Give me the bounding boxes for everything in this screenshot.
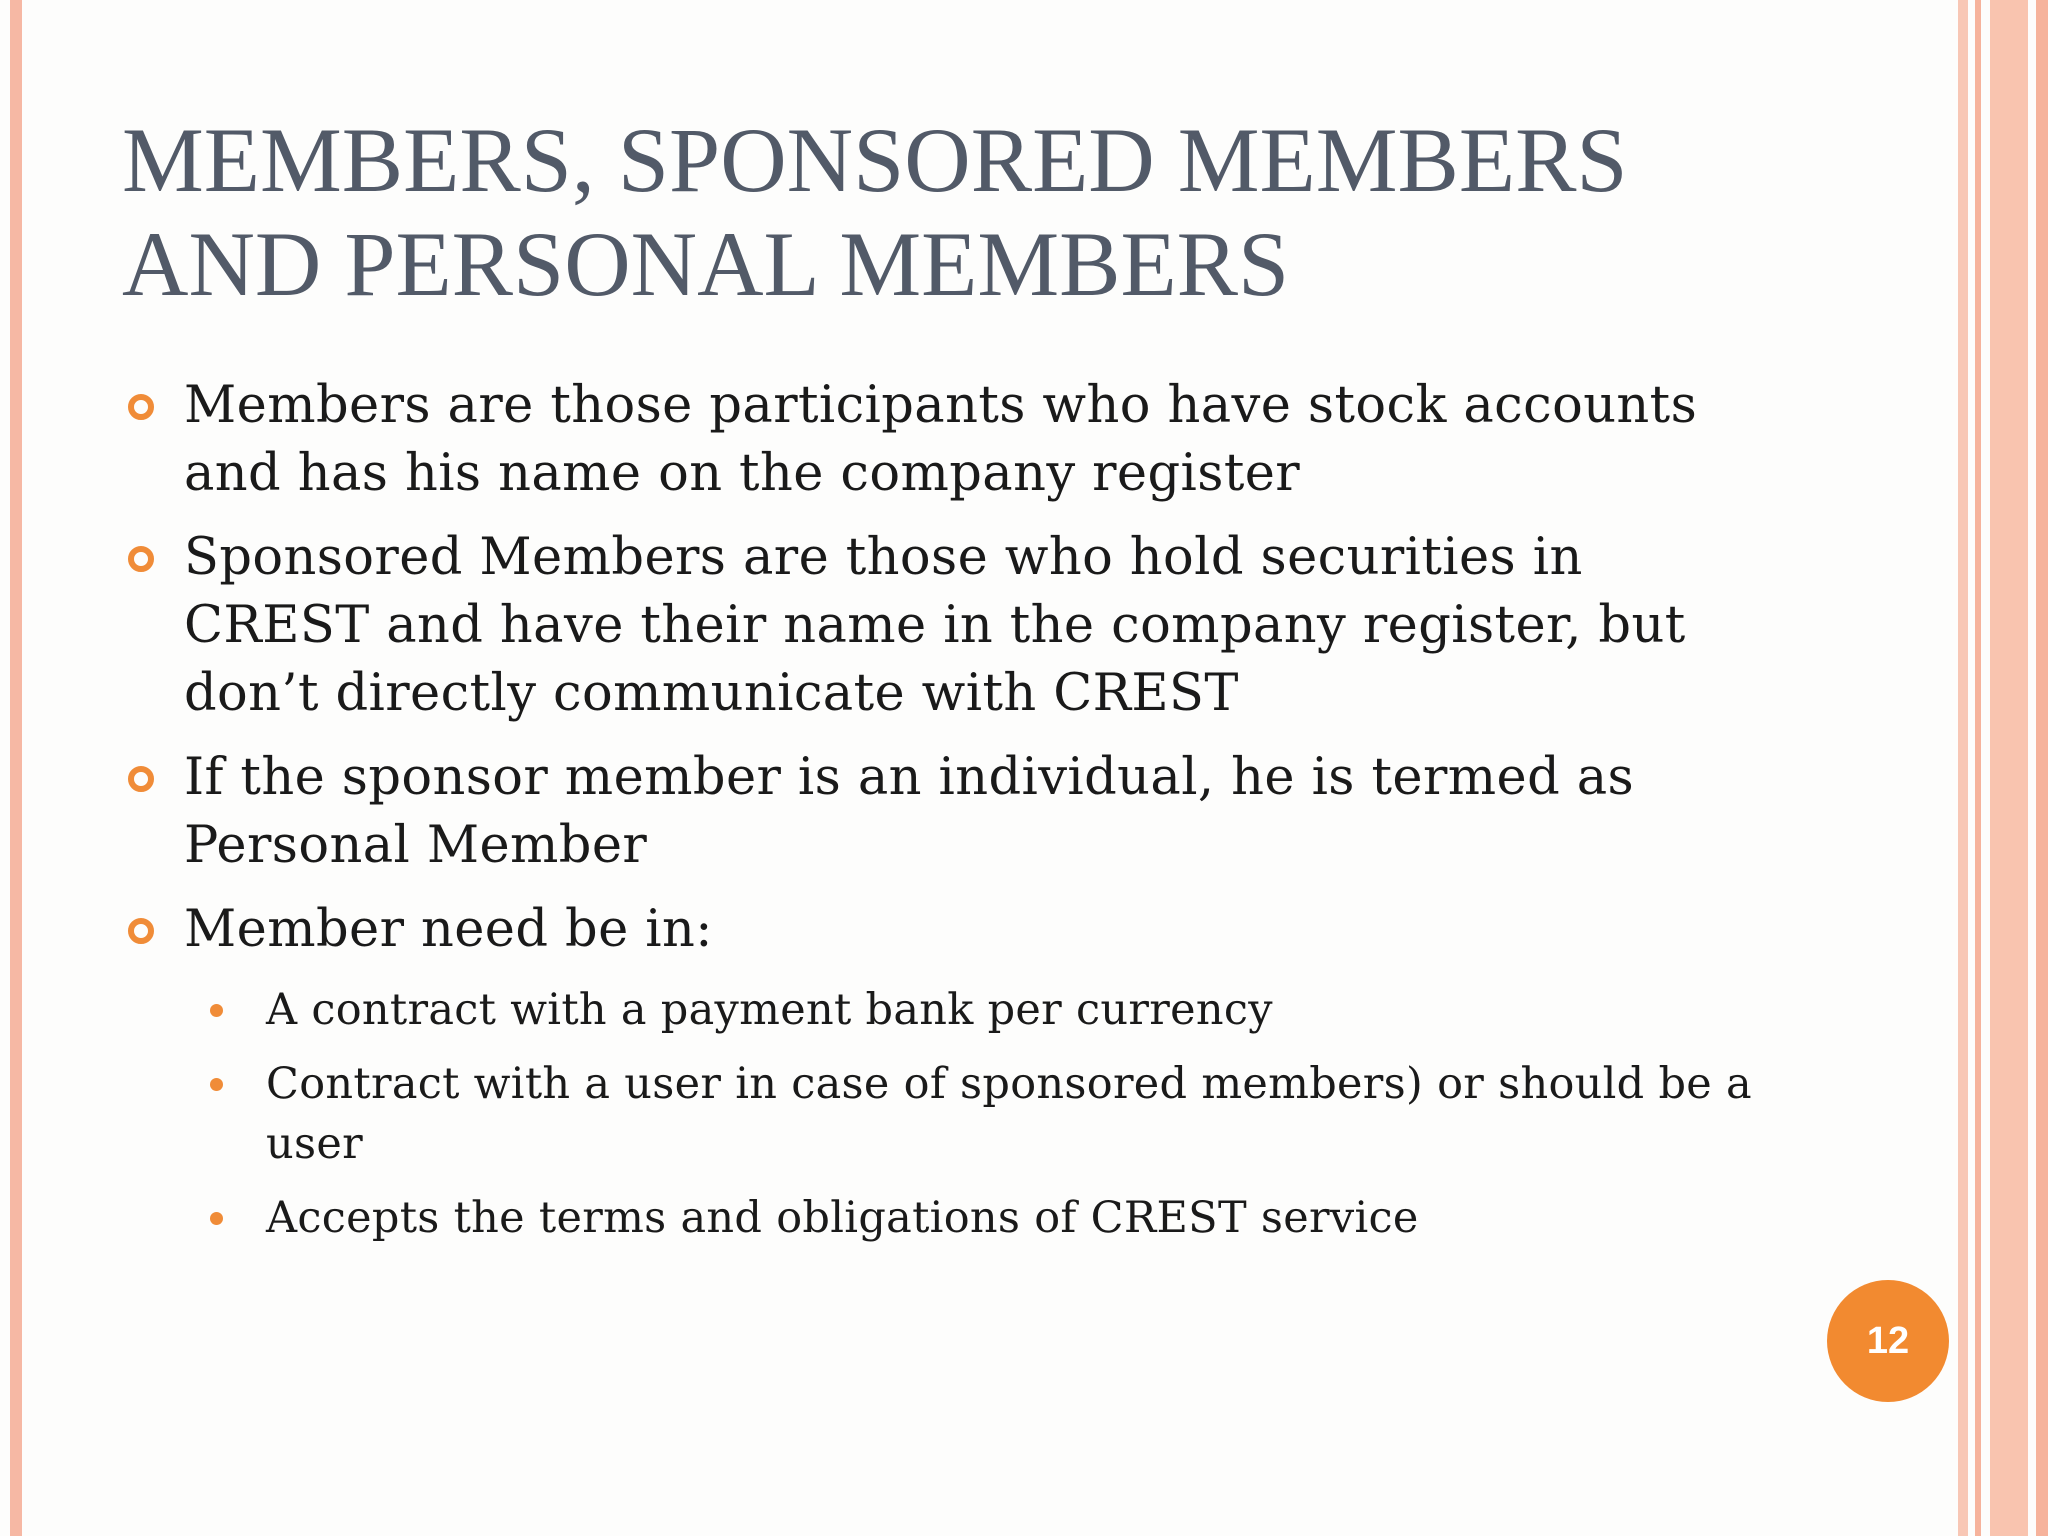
bullet-item (122, 524, 1762, 728)
left-border-stripe (10, 0, 22, 1536)
slide-title (122, 108, 1882, 316)
dot-bullet-icon (210, 1004, 223, 1017)
bullet-item (122, 372, 1762, 508)
page-number-badge: 12 (1827, 1280, 1949, 1402)
sub-bullet-text: A contract with a payment bank per currency (266, 985, 1273, 1035)
bullet-item (122, 896, 1762, 964)
ring-bullet-icon (128, 918, 154, 944)
ring-bullet-icon (128, 394, 154, 420)
sub-bullet-item (122, 1188, 1762, 1248)
slide-content (122, 372, 1762, 1262)
sub-bullet-item (122, 980, 1762, 1040)
title-line: AND PERSONAL MEMBERS (122, 213, 1290, 315)
sub-bullet-text: Contract with a user in case of sponsored members) or should be a user (266, 1059, 1752, 1169)
right-border-stripe (1975, 0, 1981, 1536)
sub-bullet-item (122, 1054, 1762, 1174)
sub-bullet-list (122, 980, 1762, 1248)
right-border-stripe (1990, 0, 2028, 1536)
right-border-stripe (1958, 0, 1968, 1536)
right-border-stripe (2036, 0, 2048, 1536)
sub-bullet-text: Accepts the terms and obligations of CREST service (266, 1193, 1419, 1243)
bullet-text: Member need be in: (184, 900, 713, 959)
bullet-text: Members are those participants who have stock accounts and has his name on the company register (184, 376, 1698, 503)
ring-bullet-icon (128, 546, 154, 572)
ring-bullet-icon (128, 766, 154, 792)
title-line: MEMBERS, SPONSORED MEMBERS (122, 109, 1628, 211)
dot-bullet-icon (210, 1212, 223, 1225)
bullet-text: If the sponsor member is an individual, he is termed as Personal Member (184, 748, 1635, 875)
bullet-item (122, 744, 1762, 880)
bullet-text: Sponsored Members are those who hold securities in CREST and have their name in the company register, but don’t directly communicate with CREST (184, 528, 1686, 723)
dot-bullet-icon (210, 1078, 223, 1091)
